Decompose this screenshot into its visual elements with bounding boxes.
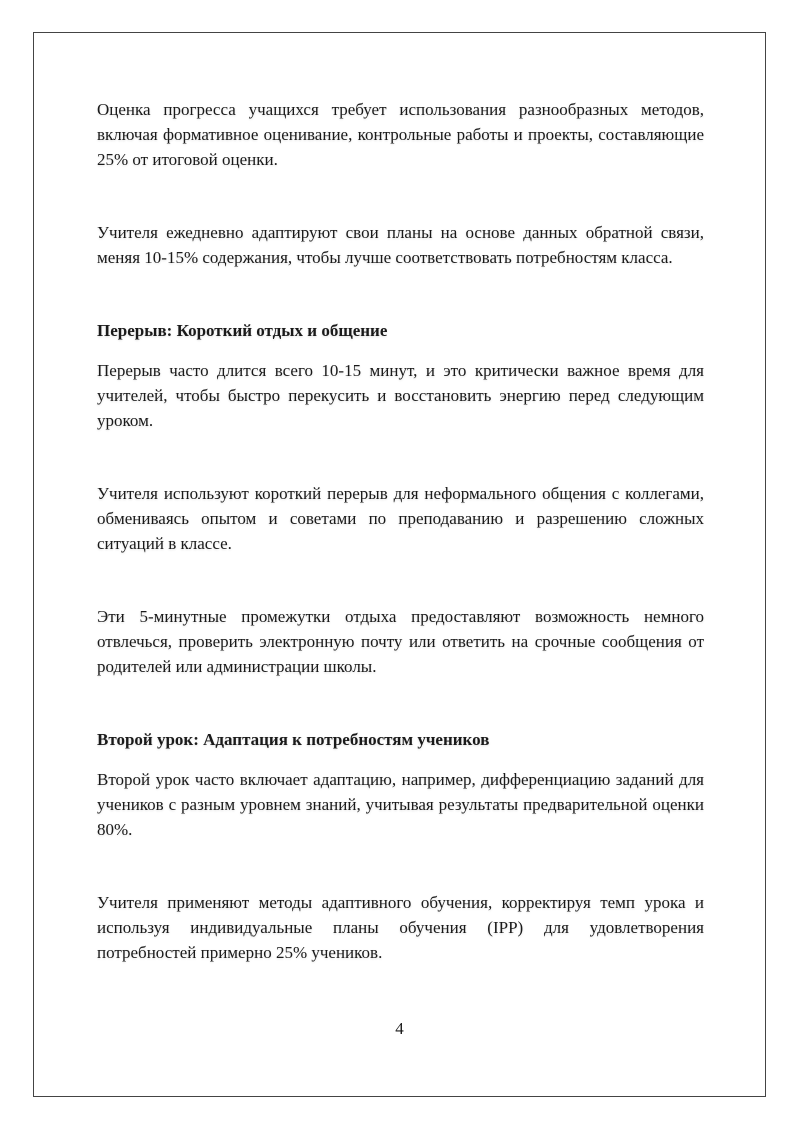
page-number: 4	[395, 1019, 404, 1038]
paragraph-assessment: Оценка прогресса учащихся требует использования разнообразных методов, включая формативное оценивание, контрольные работы и проекты, составляющие 25% от итоговой оценки.	[97, 100, 704, 169]
paragraph-differentiation: Второй урок часто включает адаптацию, например, дифференциацию заданий для учеников с разным уровнем знаний, учитывая результаты предварительной оценки 80%.	[97, 770, 704, 839]
heading-second-lesson: Второй урок: Адаптация к потребностям учеников	[97, 730, 490, 749]
paragraph-rest-intervals: Эти 5-минутные промежутки отдыха предоставляют возможность немного отвлечься, проверить электронную почту или ответить на срочные сообщения от родителей или администрации школы.	[97, 607, 704, 676]
paragraph-break-duration: Перерыв часто длится всего 10-15 минут, и это критически важное время для учителей, чтобы быстро перекусить и восстановить энергию перед следующим уроком.	[97, 361, 704, 430]
page-content	[97, 97, 704, 965]
heading-break: Перерыв: Короткий отдых и общение	[97, 321, 388, 340]
document-page	[33, 32, 766, 1097]
paragraph-daily-adaptation: Учителя ежедневно адаптируют свои планы на основе данных обратной связи, меняя 10-15% содержания, чтобы лучше соответствовать потребностям класса.	[97, 223, 704, 267]
paragraph-break-communication: Учителя используют короткий перерыв для неформального общения с коллегами, обмениваясь опытом и советами по преподаванию и разрешению сложных ситуаций в классе.	[97, 484, 704, 553]
paragraph-adaptive-learning: Учителя применяют методы адаптивного обучения, корректируя темп урока и используя индивидуальные планы обучения (IPP) для удовлетворения потребностей примерно 25% учеников.	[97, 893, 704, 962]
